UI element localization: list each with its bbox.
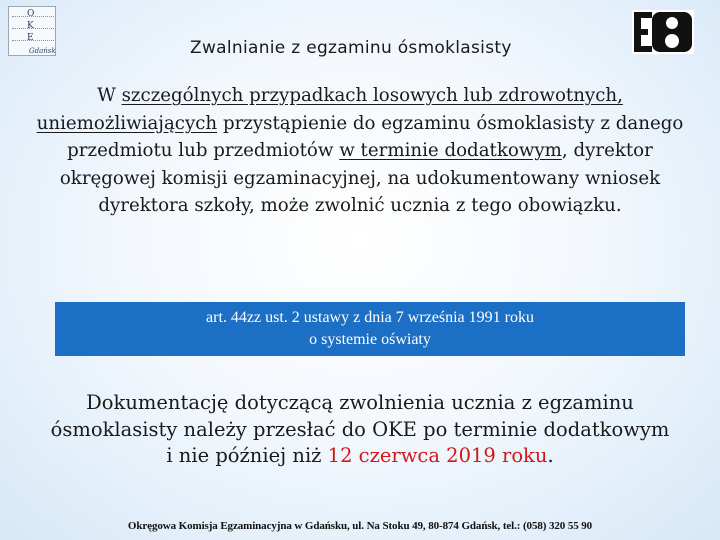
main-text-middle: przystąpienie do egzaminu ósmoklasisty z danego przedmiotu lub przedmiotów [67, 112, 684, 161]
logo-letter-o: O [27, 9, 35, 19]
e8-logo-icon [632, 10, 694, 54]
legal-basis-line-1: art. 44zz ust. 2 ustawy z dnia 7 września 1991 roku [206, 309, 534, 326]
logo-letter-k: K [27, 21, 34, 31]
legal-basis-box [55, 302, 685, 356]
documentation-end: . [547, 444, 554, 467]
footer-contact: Okręgowa Komisja Egzaminacyjna w Gdańsku, ul. Na Stoku 49, 80-874 Gdańsk, tel.: (058) 320 55 90 [127, 520, 593, 532]
main-text-end: , dyrektor okręgowej komisji egzaminacyjnej, na udokumentowany wniosek dyrektora szkoły, może zwolnić ucznia z tego obowiązku. [59, 140, 661, 216]
main-paragraph [30, 82, 690, 220]
main-underlined-term: w terminie dodatkowym [339, 140, 562, 161]
logo-city: Gdańsk [29, 47, 56, 55]
deadline-date: 12 czerwca 2019 roku [327, 444, 548, 467]
legal-basis-line-2: o systemie oświaty [309, 331, 431, 348]
oke-logo [8, 6, 56, 56]
main-underlined-phrase: szczególnych przypadkach losowych lub zdrowotnych, uniemożliwiających [36, 85, 623, 134]
main-text-start: W [97, 85, 122, 106]
documentation-paragraph [50, 390, 670, 470]
logo-letter-e: E [27, 33, 34, 43]
documentation-text: Dokumentację dotyczącą zwolnienia ucznia z egzaminu ósmoklasisty należy przesłać do OKE po terminie dodatkowym i nie później niż [50, 391, 670, 467]
page-title: Zwalnianie z egzaminu ósmoklasisty [190, 38, 512, 58]
